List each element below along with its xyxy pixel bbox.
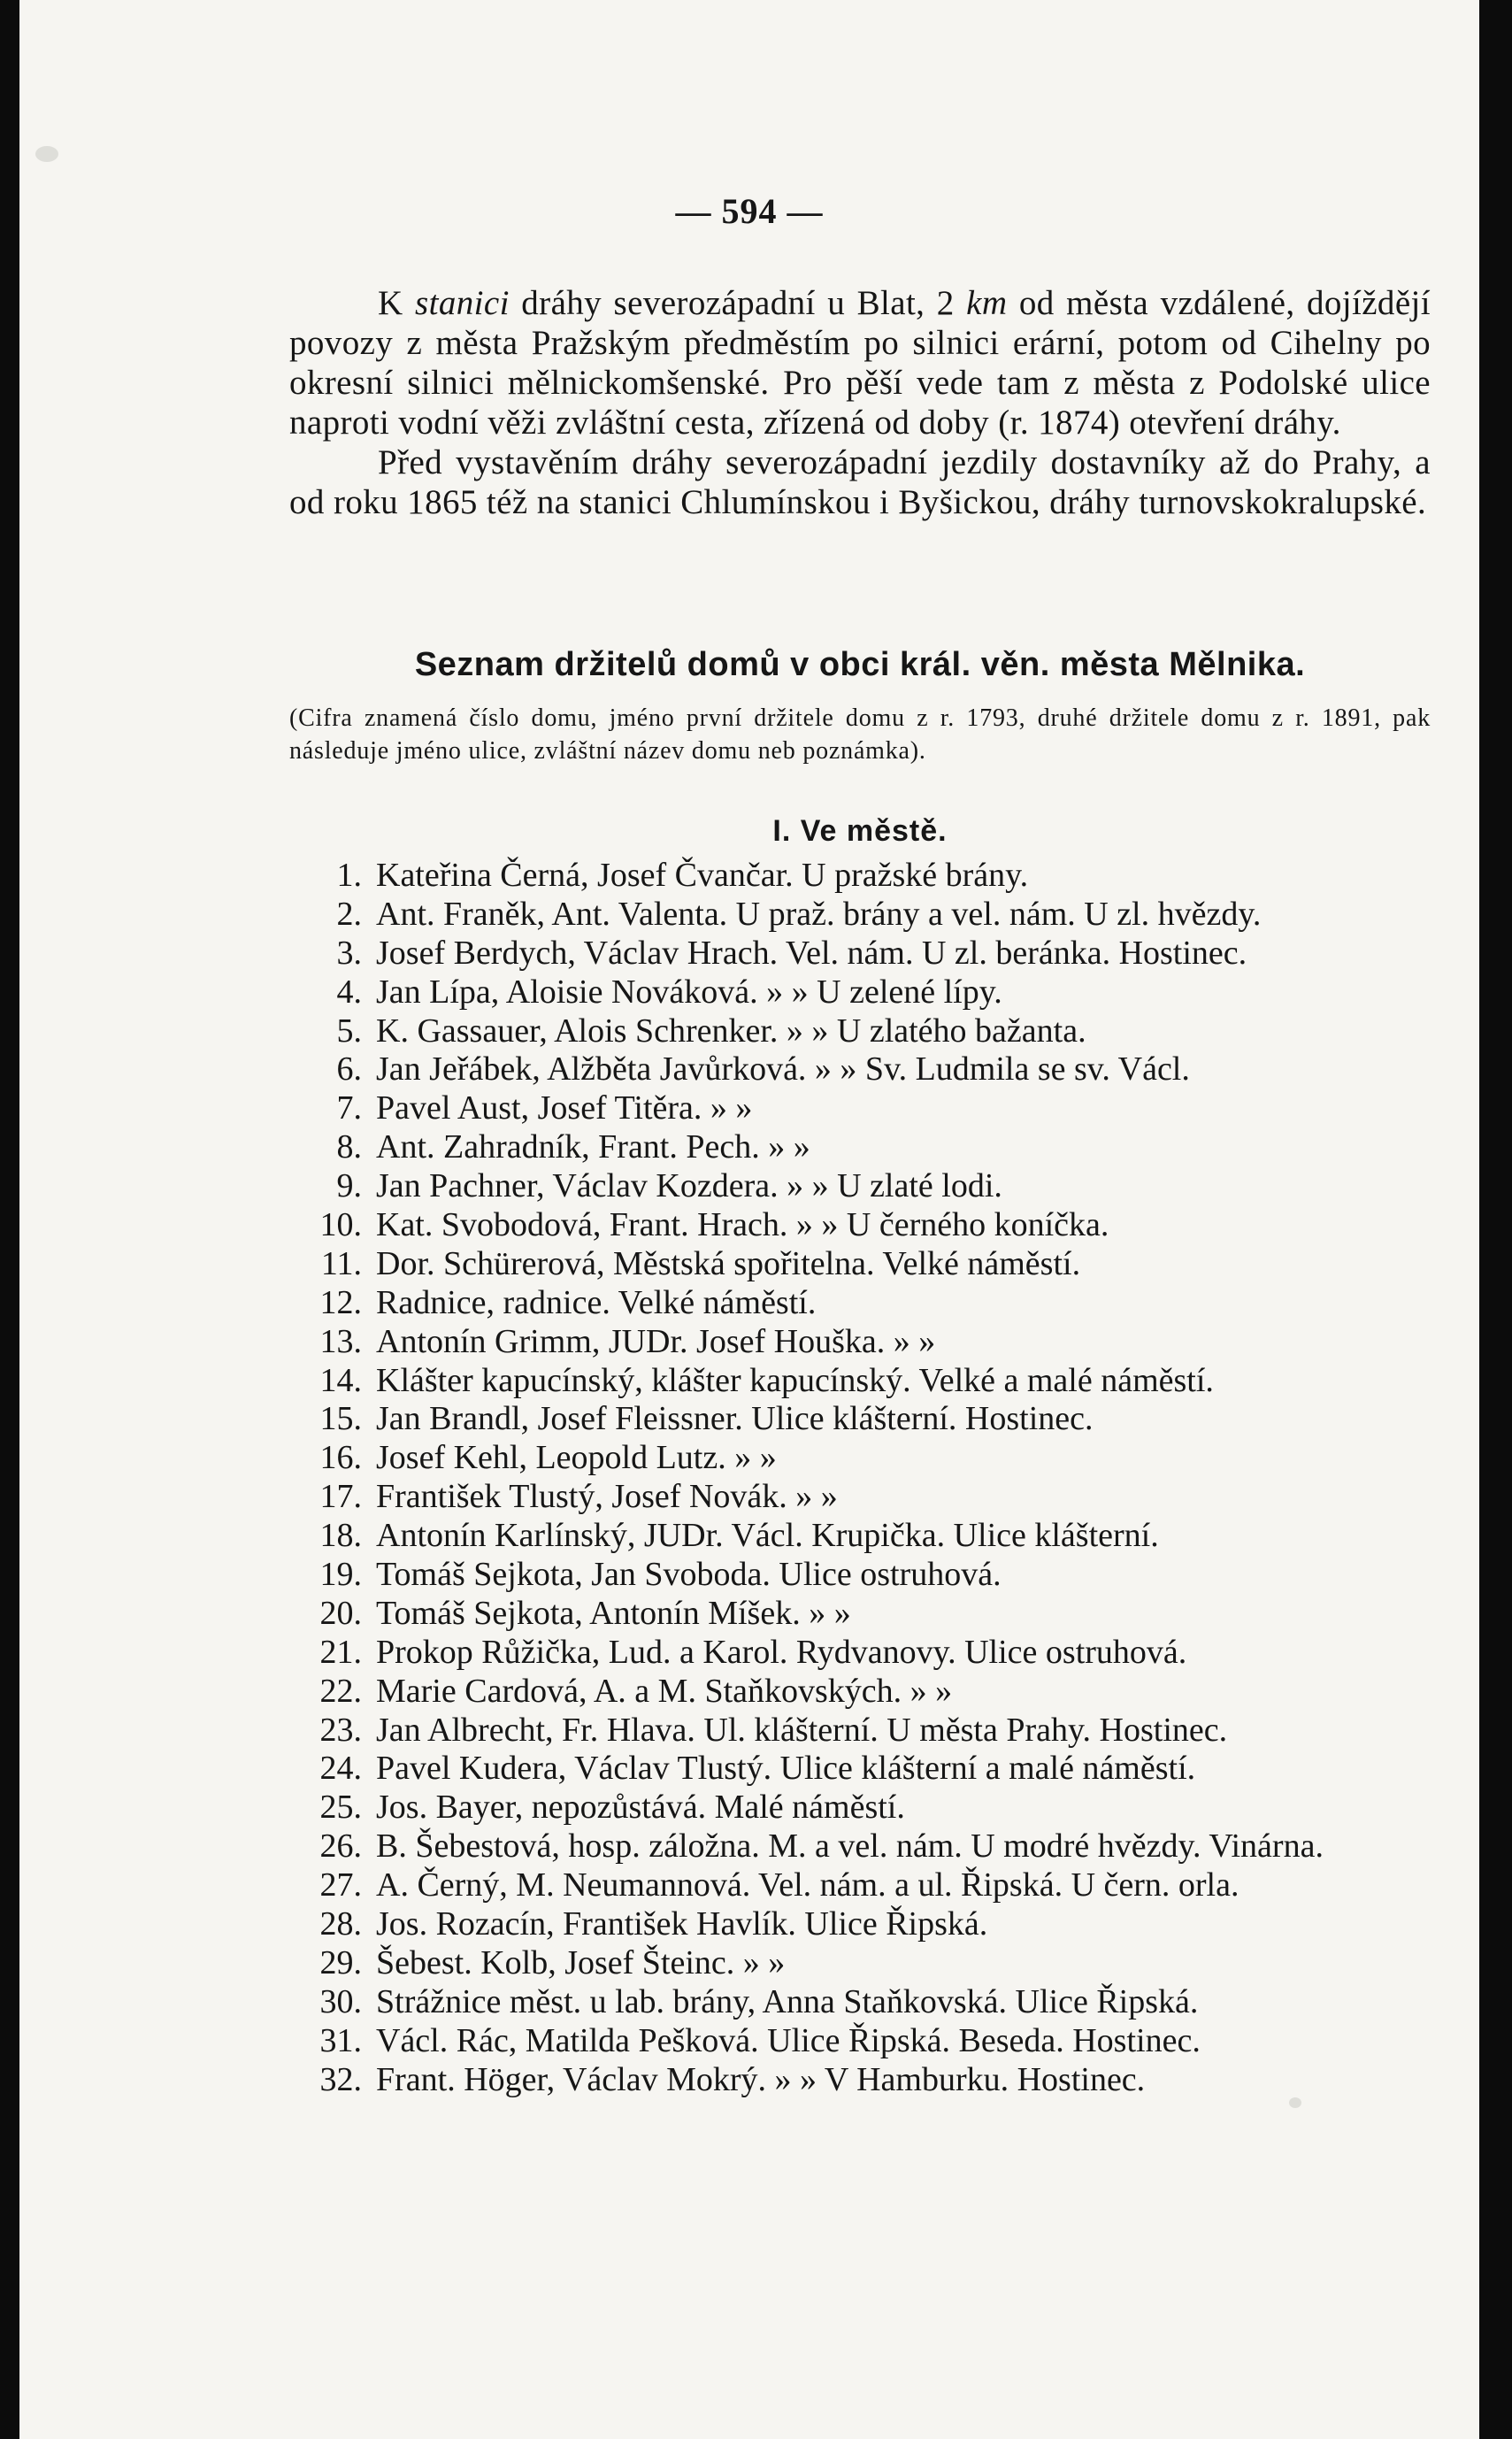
entry-text: B. Šebestová, hosp. záložna. M. a vel. nám. U modré hvězdy. Vinárna. (376, 1827, 1324, 1866)
entry-number: 21. (319, 1633, 362, 1671)
list-item (289, 1284, 1475, 1323)
entry-text: Jan Pachner, Václav Kozdera. » » U zlaté lodi. (376, 1167, 1002, 1205)
entry-number: 2. (336, 895, 362, 933)
entry-number: 20. (319, 1594, 362, 1632)
entry-number: 23. (319, 1711, 362, 1749)
entry-number: 22. (319, 1672, 362, 1710)
entry-number: 3. (336, 934, 362, 972)
entry-text: Radnice, radnice. Velké náměstí. (376, 1283, 817, 1321)
entry-number: 19. (319, 1556, 362, 1594)
entry-text: Klášter kapucínský, klášter kapucínský. Velké a malé náměstí. (376, 1361, 1214, 1399)
list-item (289, 1905, 1475, 1944)
list-item (289, 1983, 1475, 2022)
list-item (289, 1827, 1475, 1866)
entry-number: 14. (319, 1361, 362, 1399)
list-item (289, 1750, 1475, 1789)
list-item (289, 1556, 1475, 1595)
entry-number: 13. (319, 1322, 362, 1360)
entry-number: 7. (336, 1089, 362, 1127)
entry-number: 17. (319, 1478, 362, 1516)
entry-number: 18. (319, 1517, 362, 1555)
entry-text: Ant. Franěk, Ant. Valenta. U praž. brány a vel. nám. U zl. hvězdy. (376, 895, 1262, 933)
entry-number: 27. (319, 1866, 362, 1904)
entry-text: Jan Jeřábek, Alžběta Javůrková. » » Sv. Ludmila se sv. Václ. (376, 1050, 1190, 1089)
entry-number: 11. (320, 1244, 362, 1282)
list-item (289, 896, 1475, 935)
section-note: (Cifra znamená číslo domu, jméno první držitele domu z r. 1793, druhé držitele domu z r. 1891, pak následuje jméno ulice, zvláštní název domu neb poznámka). (289, 704, 1431, 765)
list-item (289, 1439, 1475, 1478)
entry-text: Josef Kehl, Leopold Lutz. » » (376, 1439, 777, 1477)
entry-number: 26. (319, 1827, 362, 1866)
list-item (289, 1323, 1475, 1362)
intro-paragraph-2: Před vystavěním dráhy severozápadní jezdily dostavníky až do Prahy, a od roku 1865 též na stanici Chlumínskou i Byšickou, dráhy turnovskokralupské. (289, 443, 1431, 521)
entry-text: Antonín Karlínský, JUDr. Václ. Krupička. Ulice klášterní. (376, 1517, 1159, 1555)
entry-number: 12. (319, 1283, 362, 1321)
entry-text: Pavel Kudera, Václav Tlustý. Ulice klášterní a malé náměstí. (376, 1750, 1196, 1788)
entry-number: 24. (319, 1750, 362, 1788)
entry-text: Kat. Svobodová, Frant. Hrach. » » U černého koníčka. (376, 1206, 1109, 1244)
entry-text: Josef Berdych, Václav Hrach. Vel. nám. U zl. beránka. Hostinec. (376, 934, 1247, 972)
section-title: Seznam držitelů domů v obci král. věn. města Mělnika. (414, 646, 1306, 683)
list-item (289, 1634, 1475, 1673)
list-item (289, 1866, 1475, 1905)
entry-number: 6. (336, 1050, 362, 1089)
entry-text: Frant. Höger, Václav Mokrý. » » V Hamburku. Hostinec. (376, 2060, 1146, 2098)
house-owner-list (289, 857, 1475, 2100)
entry-text: Jos. Rozacín, František Havlík. Ulice Řipská. (376, 1905, 988, 1943)
list-item (289, 857, 1475, 896)
entry-text: František Tlustý, Josef Novák. » » (376, 1478, 838, 1516)
entry-text: Václ. Rác, Matilda Pešková. Ulice Řipská. Beseda. Hostinec. (376, 2021, 1201, 2059)
list-item (289, 1712, 1475, 1750)
entry-number: 32. (319, 2060, 362, 2098)
list-item (289, 1673, 1475, 1712)
list-item (289, 1789, 1475, 1827)
entry-number: 8. (336, 1128, 362, 1166)
list-item (289, 1128, 1475, 1167)
entry-text: Prokop Růžička, Lud. a Karol. Rydvanovy. Ulice ostruhová. (376, 1633, 1187, 1671)
entry-number: 30. (319, 1982, 362, 2020)
entry-number: 10. (319, 1206, 362, 1244)
list-item (289, 1167, 1475, 1206)
entry-text: Dor. Schürerová, Městská spořitelna. Velké náměstí. (376, 1244, 1081, 1282)
entry-text: Kateřina Černá, Josef Čvančar. U pražské brány. (376, 857, 1029, 894)
list-item (289, 1517, 1475, 1556)
entry-number: 4. (336, 973, 362, 1011)
list-item (289, 973, 1475, 1012)
list-item (289, 1400, 1475, 1439)
entry-text: K. Gassauer, Alois Schrenker. » » U zlatého bažanta. (376, 1012, 1086, 1050)
subheading: I. Ve městě. (772, 814, 948, 848)
entry-text: Pavel Aust, Josef Titěra. » » (376, 1089, 753, 1127)
intro-text (289, 283, 1431, 522)
entry-text: Tomáš Sejkota, Jan Svoboda. Ulice ostruhová. (376, 1556, 1002, 1594)
entry-text: Jos. Bayer, nepozůstává. Malé náměstí. (376, 1789, 905, 1827)
entry-text: Jan Lípa, Aloisie Nováková. » » U zelené lípy. (376, 973, 1002, 1011)
entry-text: A. Černý, M. Neumannová. Vel. nám. a ul. Řipská. U čern. orla. (376, 1866, 1240, 1904)
list-item (289, 1595, 1475, 1634)
list-item (289, 1050, 1475, 1089)
list-item (289, 1012, 1475, 1051)
entry-number: 28. (319, 1905, 362, 1943)
entry-text: Ant. Zahradník, Frant. Pech. » » (376, 1128, 810, 1166)
list-item (289, 2022, 1475, 2061)
entry-text: Jan Brandl, Josef Fleissner. Ulice klášterní. Hostinec. (376, 1400, 1094, 1438)
entry-text: Strážnice měst. u lab. brány, Anna Staňkovská. Ulice Řipská. (376, 1982, 1199, 2020)
page-number: — 594 — (675, 191, 824, 231)
entry-number: 15. (319, 1400, 362, 1438)
list-item (289, 1089, 1475, 1128)
entry-text: Jan Albrecht, Fr. Hlava. Ul. klášterní. U města Prahy. Hostinec. (376, 1711, 1228, 1749)
list-item (289, 1206, 1475, 1245)
list-item (289, 1362, 1475, 1401)
list-item (289, 2061, 1475, 2100)
list-item (289, 935, 1475, 973)
entry-text: Marie Cardová, A. a M. Staňkovských. » » (376, 1672, 953, 1710)
document-page (19, 0, 1479, 2439)
entry-number: 29. (319, 1943, 362, 1981)
entry-number: 16. (319, 1439, 362, 1477)
entry-number: 25. (319, 1789, 362, 1827)
entry-number: 1. (336, 857, 362, 894)
intro-paragraph-1: K stanici dráhy severozápadní u Blat, 2 km od města vzdálené, dojíždějí povozy z města Pražským předměstím po silnici erární, potom od Cihelny po okresní silnici mělnickomšenské. Pro pěší vede tam z města z Podolské ulice naproti vodní věži zvláštní cesta, zřízená od doby (r. 1874) otevření dráhy. (289, 284, 1431, 442)
list-item (289, 1478, 1475, 1517)
entry-text: Šebest. Kolb, Josef Šteinc. » » (376, 1943, 786, 1981)
entry-text: Antonín Grimm, JUDr. Josef Houška. » » (376, 1322, 936, 1360)
entry-text: Tomáš Sejkota, Antonín Míšek. » » (376, 1594, 851, 1632)
entry-number: 5. (336, 1012, 362, 1050)
entry-number: 31. (319, 2021, 362, 2059)
entry-number: 9. (336, 1167, 362, 1205)
list-item (289, 1245, 1475, 1284)
page-smudge (35, 146, 58, 162)
list-item (289, 1944, 1475, 1983)
